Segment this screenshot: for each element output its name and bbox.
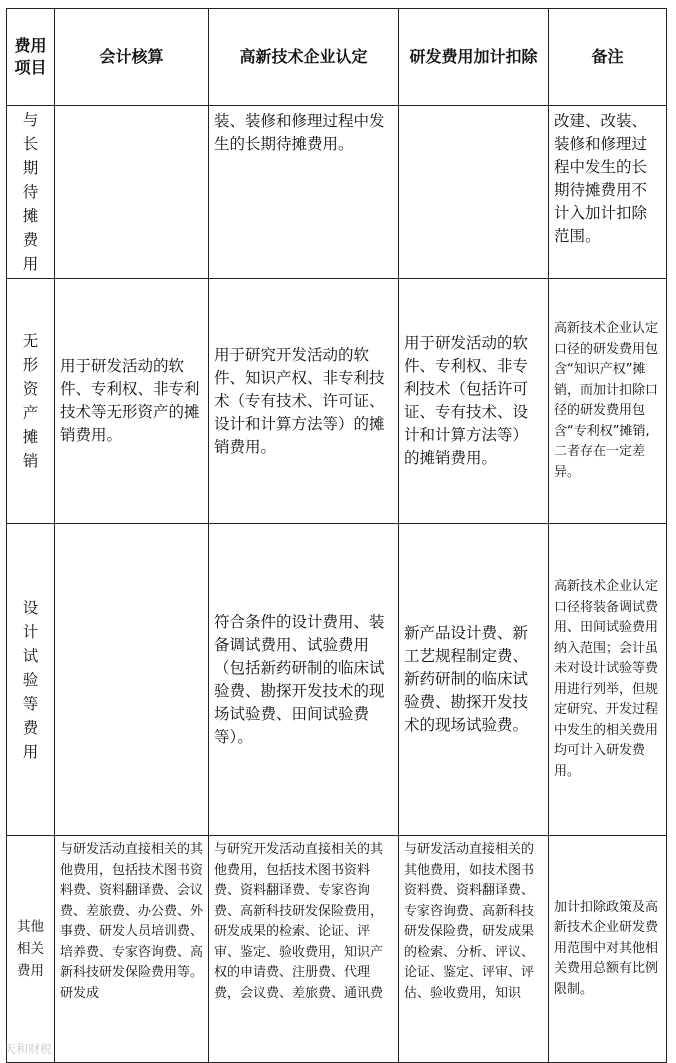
header-row [7,9,667,106]
row-remark: 加计扣除政策及高新技术企业研发费用范围中对其他相关费用总额有比例限制。 [549,836,667,1063]
table-row [7,279,667,524]
row-remark: 高新技术企业认定口径将装备调试费用、田间试验费用纳入范围；会计虽未对设计试验等费用进行列举，但规定研究、开发过程中发生的相关费用均可计入研发费用。 [549,524,667,836]
header-hightech: 高新技术企业认定 [209,9,399,106]
row-accounting [55,524,209,836]
watermark: 天和财税 [4,1042,53,1056]
header-accounting: 会计核算 [55,9,209,106]
row-deduction: 新产品设计费、新工艺规程制定费、新药研制的临床试验费、勘探开发技术的现场试验费。 [399,524,549,836]
table-row [7,106,667,279]
row-item-cell [7,524,55,836]
row-deduction: 与研发活动直接相关的其他费用，如技术图书资料费、资料翻译费、专家咨询费、高新科技研发保险费，研发成果的检索、分析、评议、论证、鉴定、评审、评估、验收费用，知识 [399,836,549,1063]
header-expense-item: 费用项目 [7,9,55,106]
table-row [7,524,667,836]
header-remark: 备注 [549,9,667,106]
row-hightech: 装、装修和修理过程中发生的长期待摊费用。 [209,106,399,279]
row-accounting: 用于研发活动的软件、专利权、非专利技术等无形资产的摊销费用。 [55,279,209,524]
row-hightech: 用于研究开发活动的软件、知识产权、非专利技术（专有技术、许可证、设计和计算方法等）的摊销费用。 [209,279,399,524]
row-hightech: 符合条件的设计费用、装备调试费用、试验费用（包括新药研制的临床试验费、勘探开发技术的现场试验费、田间试验费等）。 [209,524,399,836]
header-deduction: 研发费用加计扣除 [399,9,549,106]
row-remark: 高新技术企业认定口径的研发费用包含“知识产权”摊销，而加计扣除口径的研发费用包含“专利权”摊销,二者存在一定差异。 [549,279,667,524]
row-hightech: 与研究开发活动直接相关的其他费用，包括技术图书资料费、资料翻译费、专家咨询费、高新科技研发保险费用，研发成果的检索、论证、评审、鉴定、验收费用，知识产权的申请费、注册费、代理费，会议费、差旅费、通讯费 [209,836,399,1063]
row-deduction [399,106,549,279]
row-item: 与长期待摊费用 [22,111,39,273]
table-row [7,836,667,1063]
row-item: 设计试验等费用 [22,598,39,761]
row-remark: 改建、改装、装修和修理过程中发生的长期待摊费用不计入加计扣除范围。 [549,106,667,279]
row-item-cell [7,106,55,279]
row-accounting [55,106,209,279]
expense-comparison-table [6,8,667,1063]
row-deduction: 用于研发活动的软件、专利权、非专利技术（包括许可证、专有技术、设计和计算方法等）的摊销费用。 [399,279,549,524]
row-accounting: 与研发活动直接相关的其他费用，包括技术图书资料费、资料翻译费、会议费、差旅费、办公费、外事费、研发人员培训费、培养费、专家咨询费、高新科技研发保险费用等。研发成 [55,836,209,1063]
row-item: 无形资产摊销 [22,332,39,470]
row-item-cell [7,279,55,524]
row-item-cell [7,836,55,1063]
row-item: 其他相关费用 [17,919,44,979]
